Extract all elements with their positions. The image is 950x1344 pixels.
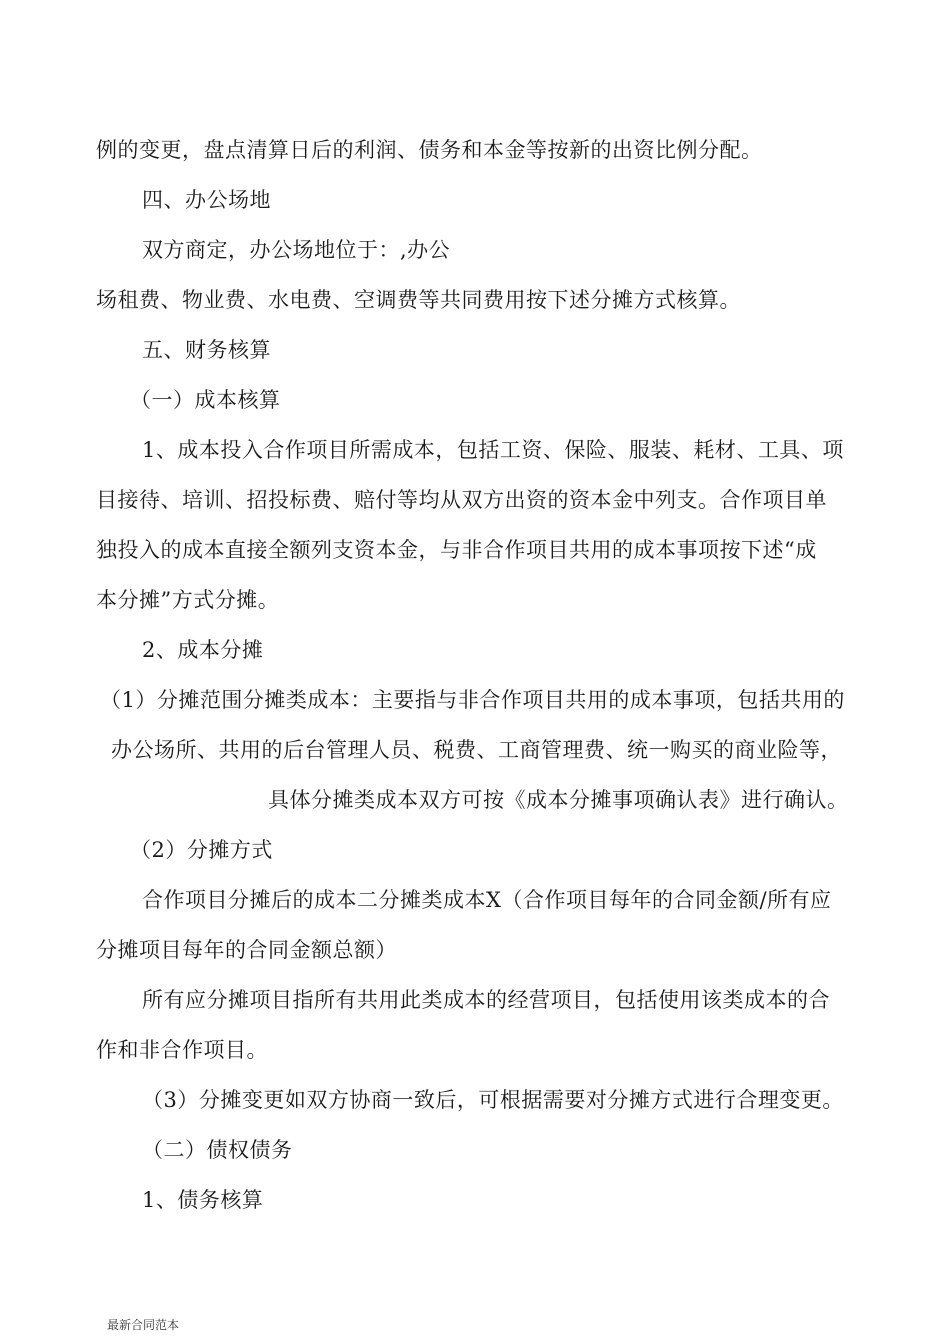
item-heading: （2）分摊方式 bbox=[130, 838, 273, 862]
paragraph-line: 场租费、物业费、水电费、空调费等共同费用按下述分摊方式核算。 bbox=[96, 288, 741, 312]
paragraph-line: 分摊项目每年的合同金额总额） bbox=[96, 938, 397, 962]
paragraph-line: 本分摊”方式分摊。 bbox=[96, 588, 280, 612]
paragraph-line: 目接待、培训、招投标费、赔付等均从双方出资的资本金中列支。合作项目单 bbox=[96, 488, 827, 512]
paragraph-line: 双方商定，办公场地位于：,办公 bbox=[142, 238, 451, 262]
paragraph-line: 具体分摊类成本双方可按《成本分摊事项确认表》进行确认。 bbox=[268, 788, 849, 812]
paragraph-line: 1、成本投入合作项目所需成本，包括工资、保险、服装、耗材、工具、项 bbox=[142, 438, 844, 462]
section-heading: 四、办公场地 bbox=[142, 188, 271, 212]
paragraph-line: （1）分摊范围分摊类成本：主要指与非合作项目共用的成本事项，包括共用的 bbox=[100, 688, 845, 712]
section-heading: 五、财务核算 bbox=[142, 338, 271, 362]
paragraph-line: （3）分摊变更如双方协商一致后，可根据需要对分摊方式进行合理变更。 bbox=[142, 1088, 844, 1112]
paragraph-line: 所有应分摊项目指所有共用此类成本的经营项目，包括使用该类成本的合 bbox=[142, 988, 830, 1012]
paragraph-line: 作和非合作项目。 bbox=[96, 1038, 268, 1062]
subsection-heading: （一）成本核算 bbox=[130, 388, 281, 412]
subsection-heading: （二）债权债务 bbox=[142, 1138, 293, 1162]
paragraph-line: 独投入的成本直接全额列支资本金，与非合作项目共用的成本事项按下述“成 bbox=[96, 538, 817, 562]
paragraph-line: 合作项目分摊后的成本二分摊类成本X（合作项目每年的合同金额/所有应 bbox=[142, 888, 832, 912]
item-heading: 1、债务核算 bbox=[142, 1188, 264, 1212]
item-heading: 2、成本分摊 bbox=[142, 638, 264, 662]
page-footer: 最新合同范本 bbox=[107, 1318, 180, 1332]
paragraph-line: 办公场所、共用的后台管理人员、税费、工商管理费、统一购买的商业险等， bbox=[111, 738, 842, 762]
paragraph-line: 例的变更，盘点清算日后的利润、债务和本金等按新的出资比例分配。 bbox=[96, 138, 763, 162]
